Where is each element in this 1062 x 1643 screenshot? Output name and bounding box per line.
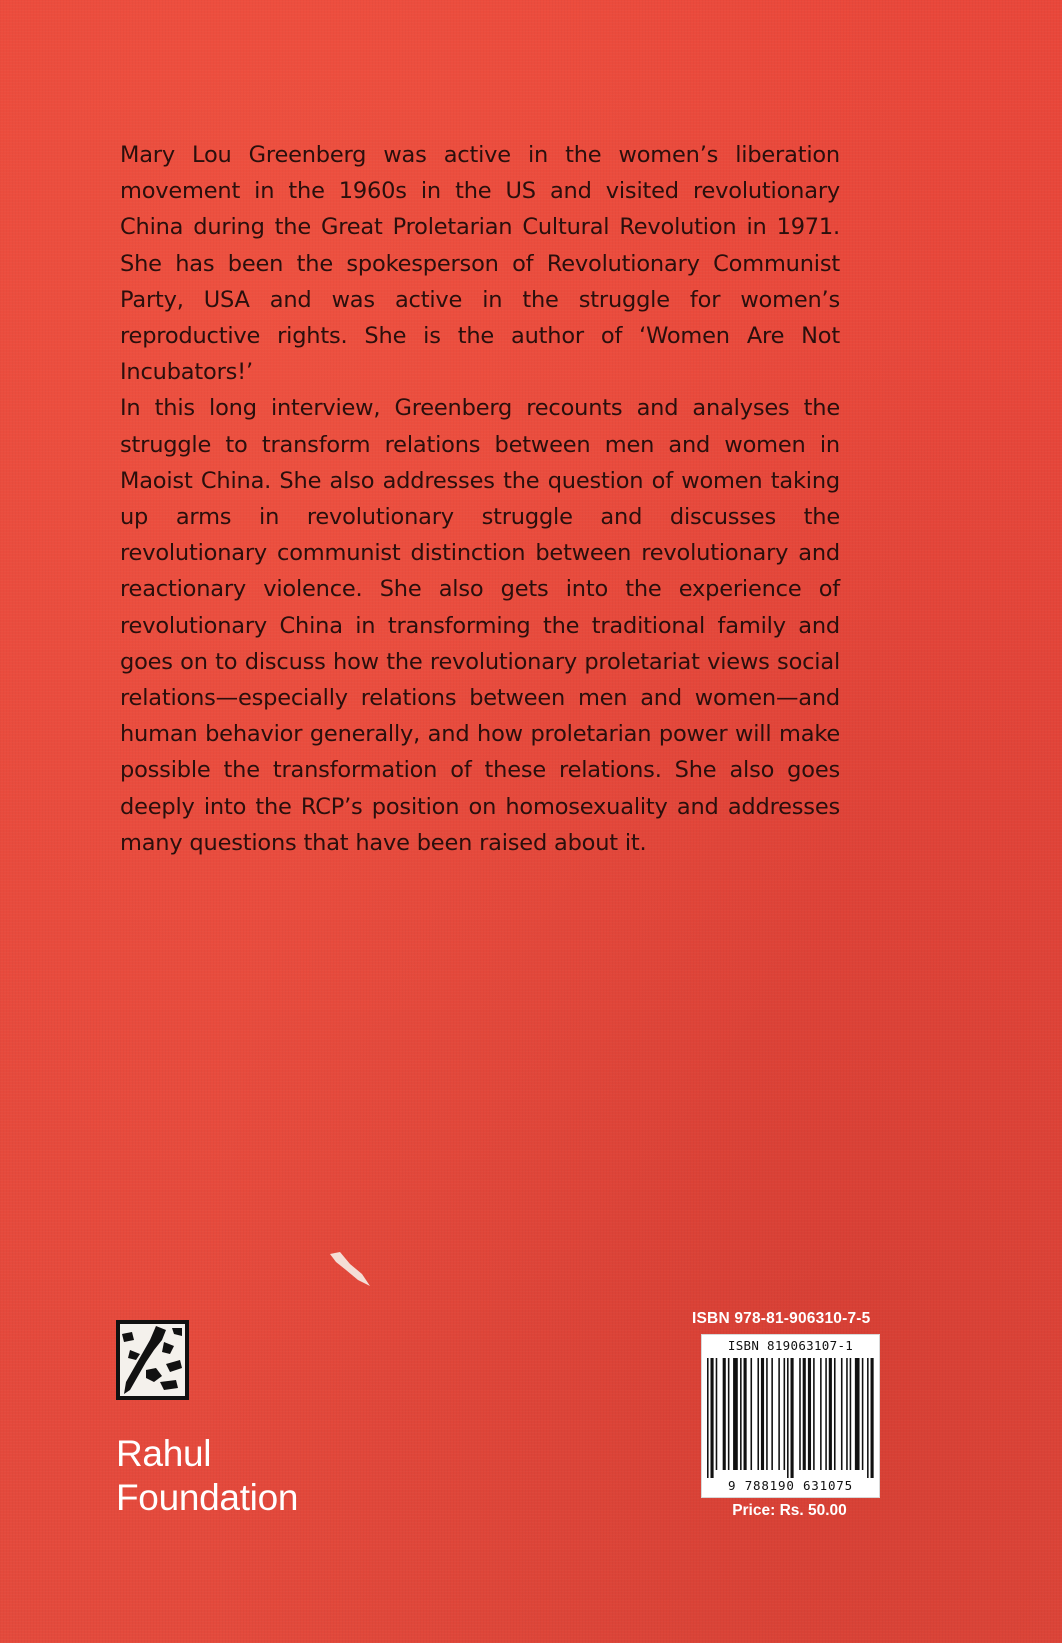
barcode-bar	[791, 1358, 794, 1478]
barcode-bar	[766, 1358, 768, 1470]
barcode-bar	[787, 1358, 789, 1478]
barcode-bar	[707, 1358, 709, 1478]
blurb-text	[120, 137, 840, 861]
publisher-block	[116, 1320, 376, 1530]
barcode-bar	[846, 1358, 848, 1470]
barcode-bar	[799, 1358, 801, 1470]
barcode-bar	[771, 1358, 773, 1470]
barcode-bar	[834, 1358, 836, 1470]
barcode-bar	[728, 1358, 730, 1470]
barcode-bar	[820, 1358, 822, 1470]
barcode-bar	[813, 1358, 815, 1470]
barcode-bar	[757, 1358, 759, 1470]
barcode-bar	[710, 1358, 713, 1478]
barcode-bar	[740, 1358, 742, 1470]
isbn-10-label: ISBN 819063107-1	[727, 1338, 854, 1353]
publisher-name-line2: Foundation	[116, 1477, 299, 1518]
woodcut-figure-logo-icon	[116, 1320, 189, 1400]
barcode-bars	[707, 1358, 874, 1478]
barcode-bar	[825, 1358, 827, 1470]
barcode-bar	[829, 1358, 832, 1470]
barcode-bar	[761, 1358, 764, 1470]
barcode-panel	[701, 1334, 880, 1498]
barcode-bar	[862, 1358, 864, 1470]
blurb-paragraph-summary: In this long interview, Greenberg recounts and analyses the struggle to transform relations between men and women in Maoist China. She also addresses the question of women taking up arms in revolutionary struggle and discusses the revolutionary communist distinction between revolutionary and reactionary violence. She also gets into the experience of revolutionary China in transforming the traditional family and goes on to discuss how the revolutionary proletariat views social relations—especially relations between men and women—and human behavior generally, and how proletarian power will make possible the transformation of these relations. She also goes deeply into the RCP’s position on homosexuality and addresses many questions that have been raised about it.	[120, 395, 840, 856]
price-label: Price: Rs. 50.00	[732, 1502, 847, 1519]
barcode-bar	[744, 1358, 747, 1470]
barcode-bar	[841, 1358, 843, 1470]
barcode-bar	[716, 1358, 718, 1470]
publisher-name-line1: Rahul	[116, 1433, 212, 1474]
cover-scratch-mark	[328, 1250, 372, 1288]
barcode-bar	[871, 1358, 874, 1478]
barcode-bar	[867, 1358, 869, 1478]
barcode-bar	[784, 1358, 786, 1470]
isbn-13-label: ISBN 978-81-906310-7-5	[692, 1310, 871, 1327]
barcode-bar	[808, 1358, 811, 1470]
barcode-digits: 9 788190 631075	[728, 1478, 853, 1493]
barcode-bar	[855, 1358, 860, 1470]
barcode-bar	[750, 1358, 752, 1470]
barcode-bar	[733, 1358, 738, 1470]
publisher-name	[116, 1432, 298, 1520]
blurb-paragraph-author-bio: Mary Lou Greenberg was active in the women’s liberation movement in the 1960s in the US and visited revolutionary China during the Great Proletarian Cultural Revolution in 1971. She has been the spokesperson of Revolutionary Communist Party, USA and was active in the struggle for women’s reproductive rights. She is the author of ‘Women Are Not Incubators!’	[120, 142, 840, 386]
barcode-bar	[803, 1358, 806, 1470]
barcode-bar	[850, 1358, 852, 1470]
barcode-bar	[723, 1358, 726, 1470]
barcode-bar	[778, 1358, 780, 1470]
